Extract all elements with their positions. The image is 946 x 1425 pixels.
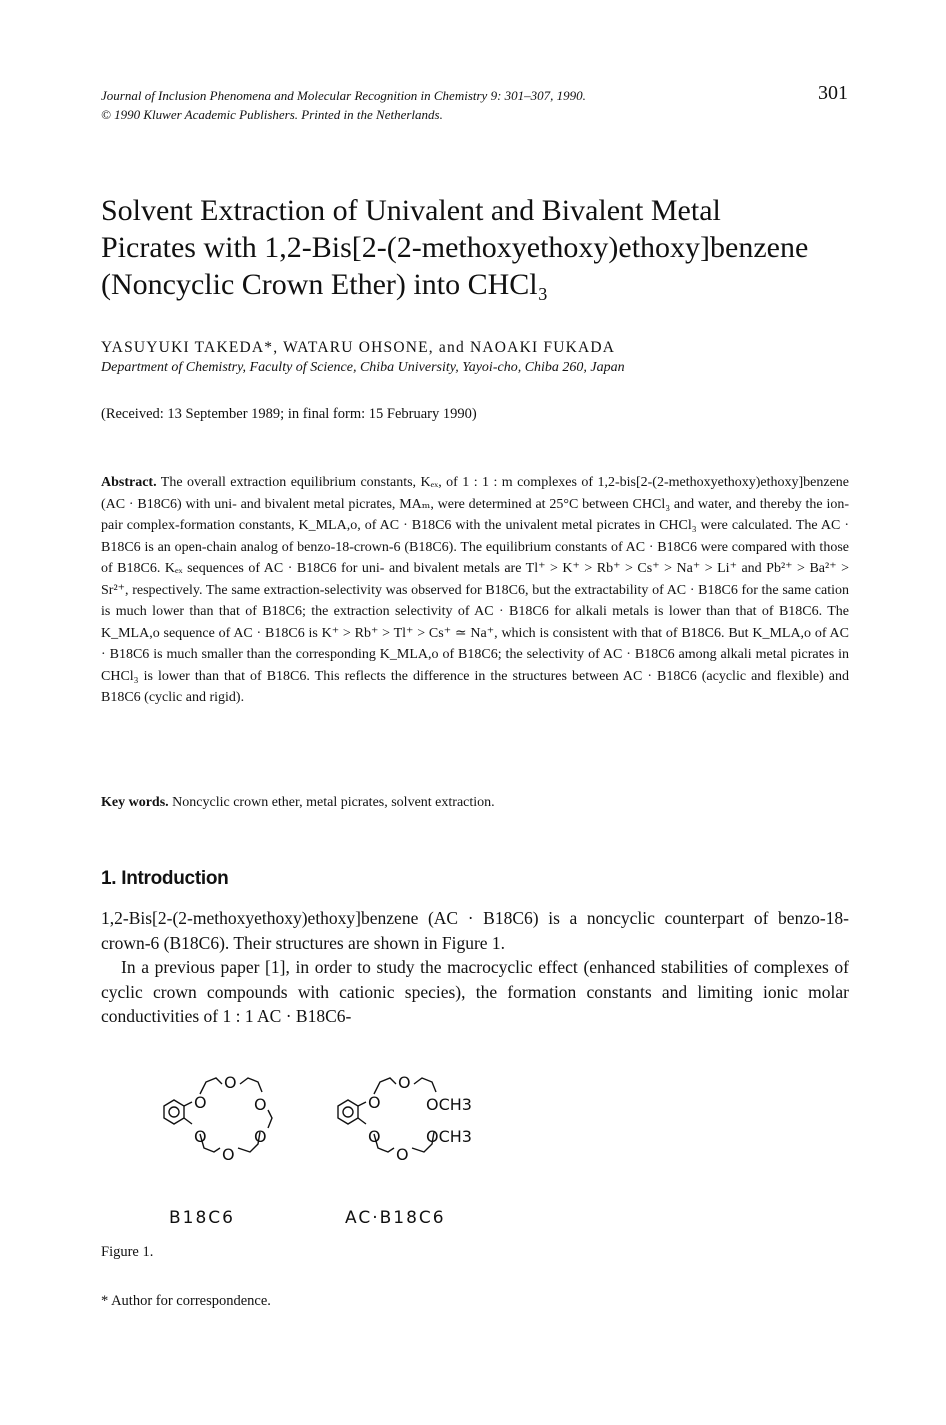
abstract-text: The overall extraction equilibrium constants, Kₑₓ, of 1 : 1 : m complexes of 1,2-bis[2-(2-methoxyethoxy)ethoxy]benzene (AC · B18C6) with uni- and bivalent metal picrates, MAₘ, were determined at 25°C between CHCl₃ and water, and thereby the ion-pair complex-formation constants, K_MLA,o, of AC · B18C6 with the univalent metal picrates in CHCl₃ were calculated. The AC · B18C6 is an open-chain analog of benzo-18-crown-6 (B18C6). The equilibrium constants of AC · B18C6 were compared with those of B18C6. Kₑₓ sequences of AC · B18C6 for uni- and bivalent metals are Tl⁺ > K⁺ > Rb⁺ > Cs⁺ > Na⁺ > Li⁺ and Pb²⁺ > Ba²⁺ > Sr²⁺, respectively. The same extraction-selectivity was observed for B18C6, but the extractability of AC · B18C6 for the same cation is much lower than that of B18C6; the extraction selectivity of AC · B18C6 for alkali metals is lower than that of B18C6. The K_MLA,o sequence of AC · B18C6 is K⁺ > Rb⁺ > Tl⁺ > Cs⁺ ≃ Na⁺, which is consistent with that of B18C6. But K_MLA,o of AC · B18C6 is much smaller than the corresponding K_MLA,o of B18C6; the selectivity of AC · B18C6 among alkali metal picrates in CHCl₃ is lower than that of B18C6. This reflects the difference in the structures between AC · B18C6 (acyclic and flexible) and B18C6 (cyclic and rigid). (101, 475, 850, 705)
oxygen-atom: O (194, 1093, 207, 1112)
keywords (101, 795, 495, 811)
benzene-ring-inner (343, 1107, 353, 1117)
structure-label-ac-b18c6: AC·B18C6 (345, 1208, 446, 1228)
oxygen-atom: O (368, 1127, 381, 1146)
figure-caption: Figure 1. (101, 1244, 154, 1260)
copyright-line: © 1990 Kluwer Academic Publishers. Printed in the Netherlands. (101, 107, 443, 122)
section-body (101, 906, 849, 1029)
paper-title (101, 192, 861, 303)
methoxy-group: OCH3 (426, 1127, 472, 1146)
abstract-label: Abstract. (101, 475, 157, 490)
page-number: 301 (818, 82, 848, 104)
oxygen-atom: O (398, 1073, 411, 1092)
abstract (101, 472, 849, 709)
paragraph-2: In a previous paper [1], in order to study the macrocyclic effect (enhanced stabilities of complexes of cyclic crown compounds with cationic species), the formation constants and limiting ionic molar conductivities of 1 : 1 AC · B18C6- (101, 957, 849, 1026)
benzene-ring (164, 1100, 184, 1124)
benzene-ring-inner (169, 1107, 179, 1117)
b18c6-structure (148, 1068, 288, 1178)
title-line-2: Picrates with 1,2-Bis[2-(2-methoxyethoxy)ethoxy]benzene (101, 231, 809, 264)
section-heading: 1. Introduction (101, 868, 229, 889)
title-line-1: Solvent Extraction of Univalent and Bivalent Metal (101, 194, 721, 227)
keywords-text: Noncyclic crown ether, metal picrates, solvent extraction. (172, 795, 495, 810)
footnote: * Author for correspondence. (101, 1293, 271, 1309)
oxygen-atom: O (254, 1127, 267, 1146)
benzene-ring (338, 1100, 358, 1124)
paragraph-1: 1,2-Bis[2-(2-methoxyethoxy)ethoxy]benzene (AC · B18C6) is a noncyclic counterpart of benzo-18-crown-6 (B18C6). Their structures are shown in Figure 1. (101, 908, 849, 953)
authors: YASUYUKI TAKEDA*, WATARU OHSONE, and NAOAKI FUKADA (101, 339, 616, 356)
structure-label-b18c6: B18C6 (169, 1208, 235, 1228)
oxygen-atom: O (254, 1095, 267, 1114)
oxygen-atom: O (194, 1127, 207, 1146)
title-line-3: (Noncyclic Crown Ether) into CHCl₃ (101, 268, 549, 301)
oxygen-atom: O (222, 1145, 235, 1164)
affiliation: Department of Chemistry, Faculty of Science, Chiba University, Yayoi-cho, Chiba 260, Japan (101, 360, 625, 375)
ac-b18c6-structure (322, 1068, 492, 1178)
oxygen-atom: O (368, 1093, 381, 1112)
oxygen-atom: O (396, 1145, 409, 1164)
keywords-label: Key words. (101, 795, 169, 810)
oxygen-atom: O (224, 1073, 237, 1092)
methoxy-group: OCH3 (426, 1095, 472, 1114)
journal-line: Journal of Inclusion Phenomena and Molecular Recognition in Chemistry 9: 301–307, 1990. (101, 88, 586, 103)
received-dates: (Received: 13 September 1989; in final form: 15 February 1990) (101, 406, 477, 422)
